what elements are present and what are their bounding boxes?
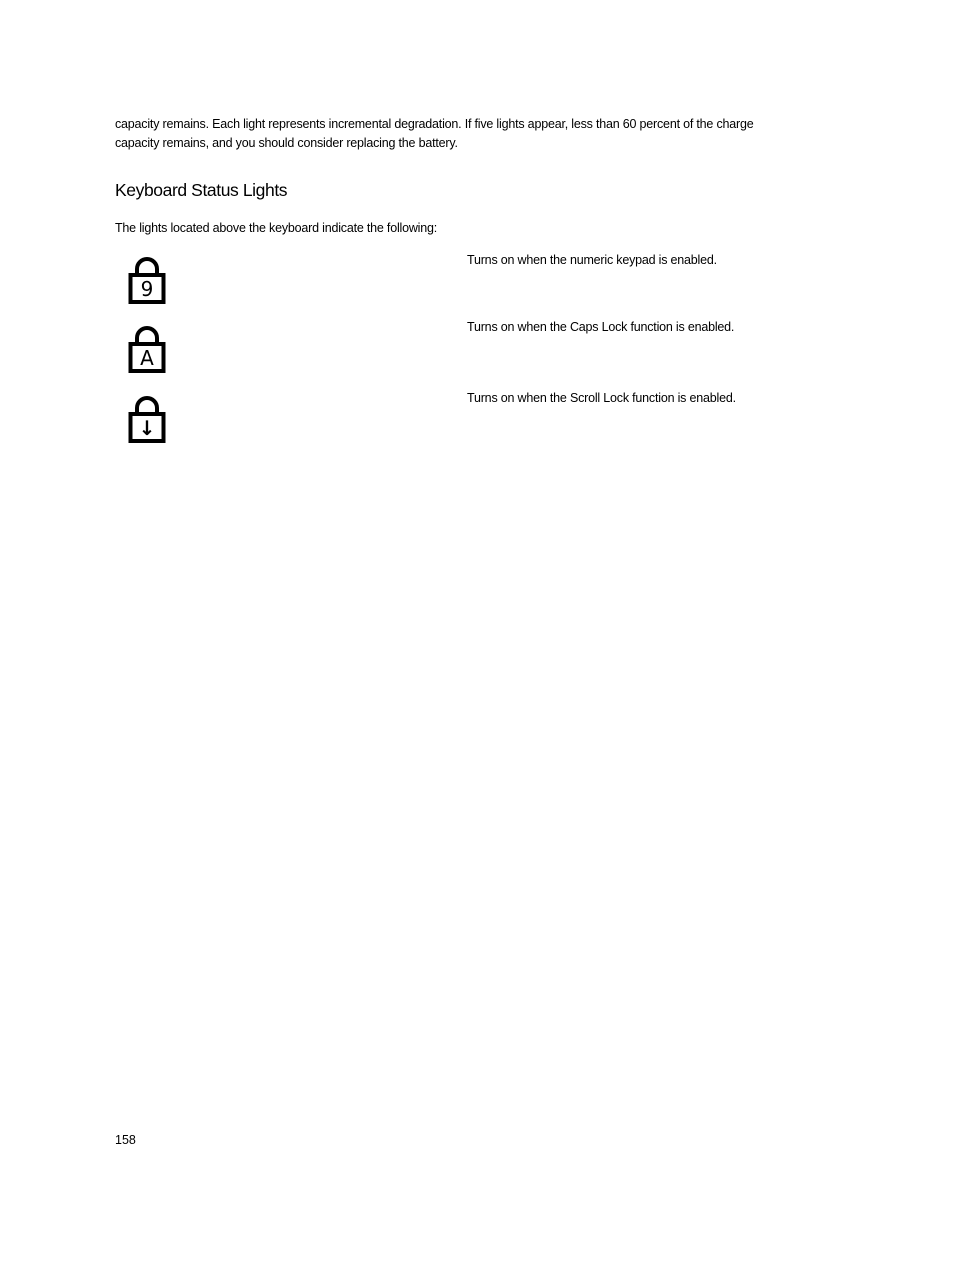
status-light-description: Turns on when the Scroll Lock function is enabled. bbox=[467, 391, 736, 405]
num-lock-icon bbox=[127, 256, 167, 304]
status-light-description: Turns on when the numeric keypad is enabled. bbox=[467, 253, 717, 267]
intro-line-1: capacity remains. Each light represents incremental degradation. If five lights appear, less than 60 percent of the charge bbox=[115, 117, 754, 131]
num-lock-symbol: 9 bbox=[140, 277, 154, 301]
scroll-lock-icon bbox=[127, 395, 167, 443]
section-lead-text: The lights located above the keyboard indicate the following: bbox=[115, 221, 438, 235]
scroll-lock-symbol: ↓ bbox=[138, 416, 156, 440]
caps-lock-icon bbox=[127, 325, 167, 373]
status-light-description: Turns on when the Caps Lock function is enabled. bbox=[467, 320, 735, 334]
page-number: 158 bbox=[115, 1133, 136, 1147]
intro-line-2: capacity remains, and you should consider replacing the battery. bbox=[115, 136, 458, 150]
intro-paragraph bbox=[115, 115, 835, 153]
section-heading: Keyboard Status Lights bbox=[115, 180, 288, 200]
caps-lock-symbol: A bbox=[140, 346, 154, 370]
